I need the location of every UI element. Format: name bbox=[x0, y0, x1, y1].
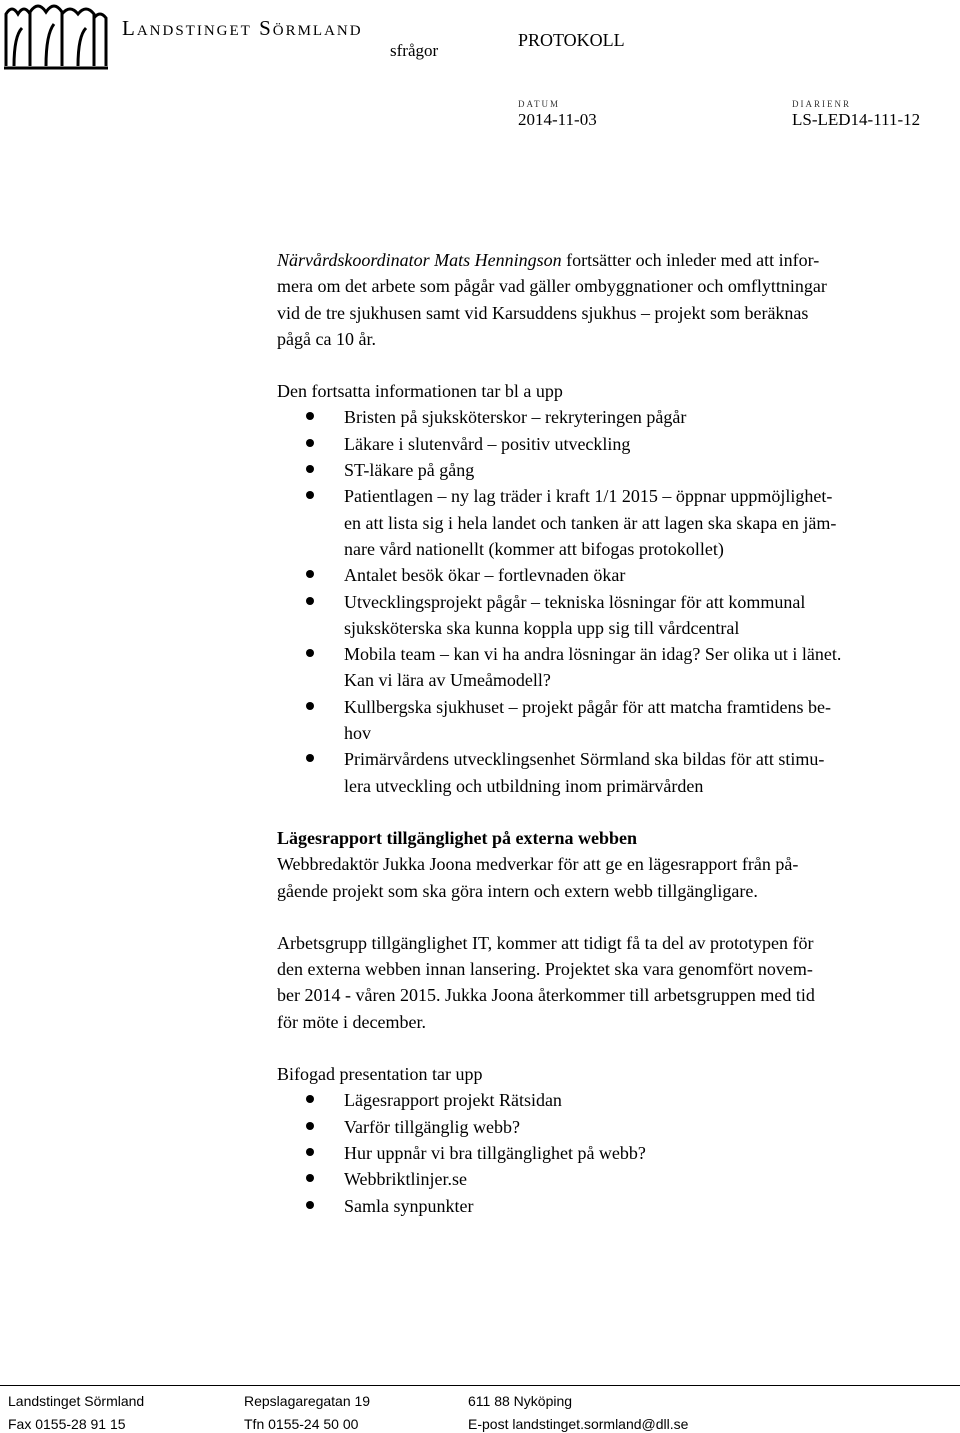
footer-phone: Tfn 0155-24 50 00 bbox=[244, 1416, 359, 1432]
bullet-icon bbox=[306, 412, 314, 420]
attachment-list bbox=[277, 1087, 947, 1218]
info-list-item bbox=[277, 404, 947, 430]
bullet-icon bbox=[306, 1148, 314, 1156]
section-para1-line: Webbredaktör Jukka Joona medverkar för att ge en lägesrapport från på- bbox=[277, 854, 799, 875]
diary-value: LS-LED14-111-12 bbox=[792, 110, 921, 129]
info-list-item-line: nare vård nationellt (kommer att bifogas protokollet) bbox=[344, 538, 724, 559]
org-name: Landstinget Sörmland bbox=[122, 16, 363, 40]
bullet-icon bbox=[306, 491, 314, 499]
attachment-list-item-text: Lägesrapport projekt Rätsidan bbox=[344, 1090, 562, 1111]
attachment-list-item-text: Varför tillgänglig webb? bbox=[344, 1116, 520, 1137]
info-list-item-line: Antalet besök ökar – fortlevnaden ökar bbox=[344, 565, 626, 586]
bullet-icon bbox=[306, 754, 314, 762]
info-list-item-line: Läkare i slutenvård – positiv utveckling bbox=[344, 433, 631, 454]
bullet-icon bbox=[306, 1122, 314, 1130]
footer-street: Repslagaregatan 19 bbox=[244, 1393, 371, 1409]
attachment-list-item bbox=[277, 1193, 947, 1219]
section-para2-line: Arbetsgrupp tillgänglighet IT, kommer att tidigt få ta del av prototypen för bbox=[277, 932, 814, 953]
section-para2-line: ber 2014 - våren 2015. Jukka Joona återkommer till arbetsgruppen med tid bbox=[277, 985, 815, 1006]
intro-line-4: pågå ca 10 år. bbox=[277, 328, 376, 349]
diary-label: DIARIENR bbox=[792, 99, 851, 109]
info-intro: Den fortsatta informationen tar bl a upp bbox=[277, 381, 563, 402]
department-name: sfrågor bbox=[390, 41, 439, 60]
section-para2-line: för möte i december. bbox=[277, 1011, 426, 1032]
intro-line-2: mera om det arbete som pågår vad gäller ombyggnationer och omflyttningar bbox=[277, 276, 827, 297]
info-list-item-line: ST-läkare på gång bbox=[344, 460, 475, 481]
landstinget-logo-icon bbox=[0, 0, 112, 72]
info-list-item-line: Kan vi lära av Umeåmodell? bbox=[344, 670, 551, 691]
info-list-item-line: hov bbox=[344, 723, 371, 744]
info-list-item bbox=[277, 431, 947, 457]
bullet-icon bbox=[306, 1201, 314, 1209]
intro-line-3: vid de tre sjukhusen samt vid Karsuddens sjukhus – projekt som beräknas bbox=[277, 302, 809, 323]
attachment-list-item-text: Samla synpunkter bbox=[344, 1195, 474, 1216]
footer-fax: Fax 0155-28 91 15 bbox=[8, 1416, 126, 1432]
info-list bbox=[277, 404, 947, 798]
bullet-icon bbox=[306, 702, 314, 710]
attachment-intro: Bifogad presentation tar upp bbox=[277, 1064, 483, 1085]
attachment-list-item bbox=[277, 1087, 947, 1113]
section-para1-line: gående projekt som ska göra intern och extern webb tillgängligare. bbox=[277, 880, 758, 901]
bullet-icon bbox=[306, 439, 314, 447]
attachment-list-item bbox=[277, 1140, 947, 1166]
date-label: DATUM bbox=[518, 99, 561, 109]
info-list-item-line: en att lista sig i hela landet och tanken är att lagen ska skapa en jäm- bbox=[344, 512, 837, 533]
date-value: 2014-11-03 bbox=[518, 110, 597, 129]
bullet-icon bbox=[306, 1095, 314, 1103]
info-list-item-line: Primärvårdens utvecklingsenhet Sörmland ska bildas för att stimu- bbox=[344, 749, 825, 770]
attachment-list-item bbox=[277, 1166, 947, 1192]
info-list-item bbox=[277, 641, 947, 694]
bullet-icon bbox=[306, 465, 314, 473]
footer-divider bbox=[0, 1385, 960, 1386]
info-list-item-line: Kullbergska sjukhuset – projekt pågår för att matcha framtidens be- bbox=[344, 696, 832, 717]
info-list-item-line: Mobila team – kan vi ha andra lösningar än idag? Ser olika ut i länet. bbox=[344, 644, 842, 665]
bullet-icon bbox=[306, 1174, 314, 1182]
intro-line-1: fortsätter och inleder med att infor- bbox=[561, 250, 820, 270]
bullet-icon bbox=[306, 570, 314, 578]
info-list-item-line: Patientlagen – ny lag träder i kraft 1/1 2015 – öppnar uppmöjlighet- bbox=[344, 486, 833, 507]
intro-speaker: Närvårdskoordinator Mats Henningson bbox=[277, 250, 562, 270]
bullet-icon bbox=[306, 649, 314, 657]
document-type: PROTOKOLL bbox=[518, 30, 625, 50]
footer-org: Landstinget Sörmland bbox=[8, 1393, 145, 1409]
attachment-list-item-text: Hur uppnår vi bra tillgänglighet på webb? bbox=[344, 1142, 646, 1163]
info-list-item bbox=[277, 457, 947, 483]
info-list-item bbox=[277, 746, 947, 799]
info-list-item bbox=[277, 589, 947, 642]
attachment-list-item bbox=[277, 1114, 947, 1140]
section-paragraph-2 bbox=[277, 930, 947, 1035]
footer-city: 611 88 Nyköping bbox=[468, 1393, 573, 1409]
info-list-item-line: Utvecklingsprojekt pågår – tekniska lösningar för att kommunal bbox=[344, 591, 806, 612]
section-para2-line: den externa webben innan lansering. Projektet ska vara genomfört novem- bbox=[277, 959, 813, 980]
document-body bbox=[277, 247, 947, 1219]
bullet-icon bbox=[306, 597, 314, 605]
info-list-item-line: lera utveckling och utbildning inom primärvården bbox=[344, 775, 704, 796]
info-list-item bbox=[277, 694, 947, 747]
footer-email: E-post landstinget.sormland@dll.se bbox=[468, 1416, 689, 1432]
section-heading: Lägesrapport tillgänglighet på externa webben bbox=[277, 827, 637, 848]
info-list-item-line: Bristen på sjuksköterskor – rekryteringen pågår bbox=[344, 407, 687, 428]
intro-paragraph bbox=[277, 247, 947, 352]
attachment-list-item-text: Webbriktlinjer.se bbox=[344, 1169, 468, 1190]
info-list-item-line: sjuksköterska ska kunna koppla upp sig till vårdcentral bbox=[344, 617, 740, 638]
info-list-item bbox=[277, 483, 947, 562]
info-list-item bbox=[277, 562, 947, 588]
section-paragraph-1 bbox=[277, 851, 947, 904]
